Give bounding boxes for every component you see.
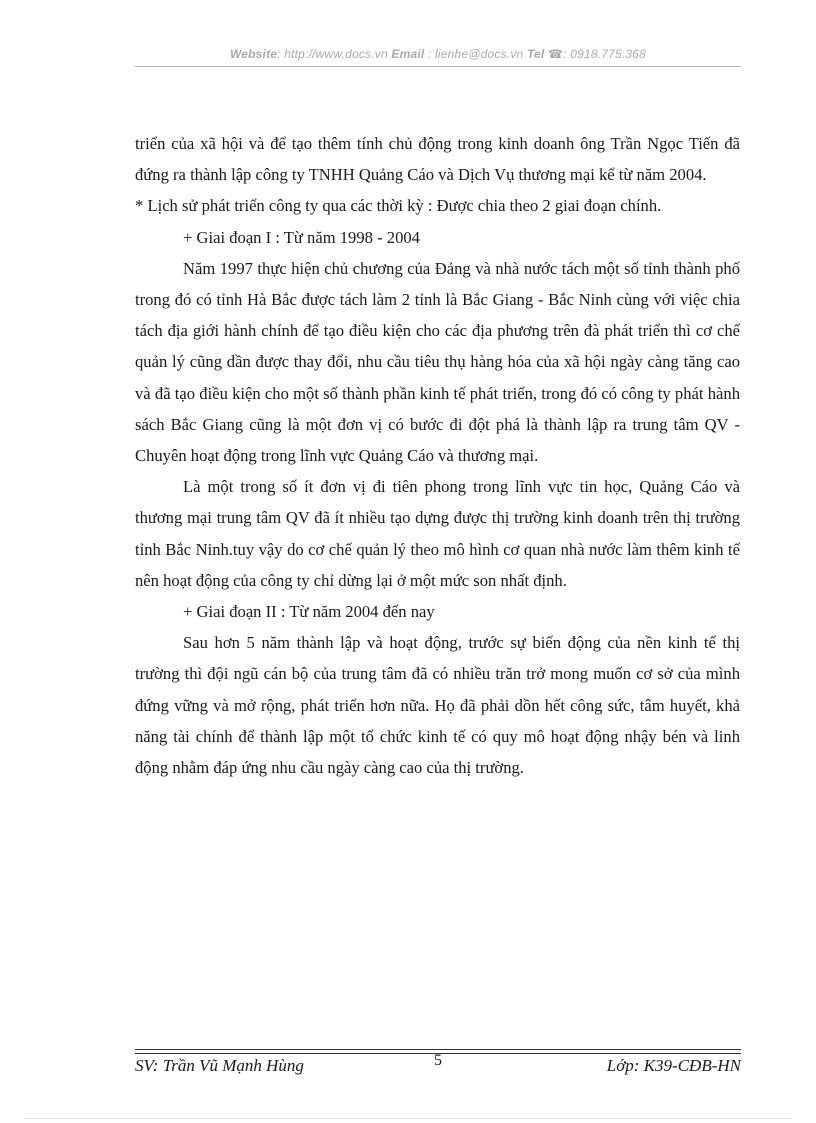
paragraph-4: Là một trong số ít đơn vị đi tiên phong trong lĩnh vực tin học, Quảng Cáo và thương mại trung tâm QV đã ít nhiều tạo dựng được thị trường kinh doanh trên thị trường tỉnh Bắc Ninh.tuy vậy do cơ chế quản lý theo mô hình cơ quan nhà nước làm thêm kinh tế nên hoạt động của công ty chỉ dừng lại ở một mức son nhất định. bbox=[135, 477, 740, 590]
tel-label: Tel bbox=[526, 47, 545, 61]
email-label: Email bbox=[391, 47, 425, 61]
stage-2-heading: + Giai đoạn II : Từ năm 2004 đến nay bbox=[183, 602, 435, 622]
phone-icon: ☎ bbox=[548, 47, 564, 61]
page-header bbox=[135, 47, 741, 61]
stage-1-heading: + Giai đoạn I : Từ năm 1998 - 2004 bbox=[183, 227, 420, 247]
document-body bbox=[135, 128, 740, 783]
page-bottom-border bbox=[25, 1118, 791, 1119]
website-value: : http://www.docs.vn bbox=[277, 47, 388, 61]
paragraph-2: * Lịch sử phát triển công ty qua các thời kỳ : Được chia theo 2 giai đoạn chính. bbox=[135, 196, 662, 216]
paragraph-1: triển của xã hội và để tạo thêm tính chủ động trong kinh doanh ông Trần Ngọc Tiến đã đứng ra thành lập công ty TNHH Quảng Cáo và Dịch Vụ thương mại kể từ năm 2004. bbox=[135, 134, 740, 185]
paragraph-5: Sau hơn 5 năm thành lập và hoạt động, trước sự biến động của nền kinh tế thị trường thì đội ngũ cán bộ của trung tâm đã có nhiều trăn trở mong muốn cơ sở của mình đứng vững và mở rộng, phát triển hơn nữa. Họ đã phải dồn hết công sức, tâm huyết, khả năng tài chính để thành lập một tổ chức kinh tế có quy mô hoạt động nhậy bén và linh động nhằm đáp ứng nhu cầu ngày càng cao của thị trường. bbox=[135, 633, 740, 778]
website-label: Website bbox=[229, 47, 278, 61]
class-label: Lớp: K39-CĐB-HN bbox=[606, 1056, 741, 1075]
page-footer bbox=[135, 1052, 741, 1078]
email-value: : lienhe@docs.vn bbox=[427, 47, 524, 61]
header-divider bbox=[135, 66, 741, 67]
tel-value: : 0918.775.368 bbox=[563, 47, 647, 61]
page-number: 5 bbox=[434, 1052, 442, 1069]
footer-divider-top bbox=[135, 1049, 741, 1050]
student-name: SV: Trần Vũ Mạnh Hùng bbox=[135, 1056, 304, 1075]
paragraph-3: Năm 1997 thực hiện chủ chương của Đảng và nhà nước tách một số tỉnh thành phố trong đó có tỉnh Hà Bắc được tách làm 2 tỉnh là Bắc Giang - Bắc Ninh cùng với việc chia tách địa giới hành chính để tạo điều kiện cho các địa phương trên đà phát triển thì cơ chế quản lý cũng dần được thay đổi, nhu cầu tiêu thụ hàng hóa của xã hội ngày càng tăng cao và đã tạo điều kiện cho một số thành phần kinh tế phát triển, trong đó có công ty phát hành sách Bắc Giang cũng là một đơn vị có bước đi đột phá là thành lập ra trung tâm QV - Chuyên hoạt động trong lĩnh vực Quảng Cáo và thương mại. bbox=[135, 258, 740, 466]
